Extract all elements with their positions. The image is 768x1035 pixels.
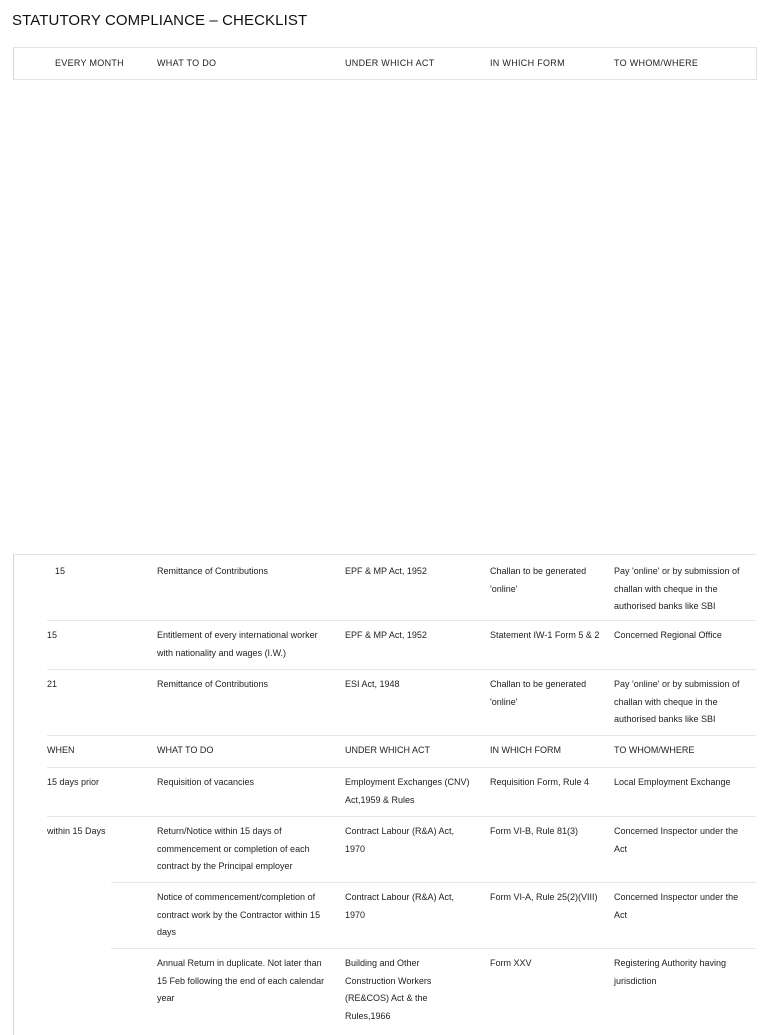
cell-what: Notice of commencement/completion of contract work by the Contractor within 15 days — [157, 892, 321, 937]
cell-what: Remittance of Contributions — [157, 566, 269, 576]
row-divider — [111, 948, 756, 949]
cell-act: EPF & MP Act, 1952 — [345, 630, 427, 640]
header-every-month: EVERY MONTH — [55, 58, 124, 68]
subheader-under-which-act: UNDER WHICH ACT — [345, 745, 430, 755]
cell-form: Form VI-A, Rule 25(2)(VIII) — [490, 892, 598, 902]
header-what-to-do: WHAT TO DO — [157, 58, 217, 68]
cell-form: Challan to be generated 'online' — [490, 679, 587, 707]
table-header-top — [13, 47, 757, 80]
cell-where: Concerned Regional Office — [614, 630, 722, 640]
cell-form: Form VI-B, Rule 81(3) — [490, 826, 579, 836]
subheader-when: WHEN — [47, 745, 75, 755]
row-divider — [47, 816, 756, 817]
cell-due: within 15 Days — [47, 826, 106, 836]
row-divider — [111, 882, 756, 883]
cell-act: EPF & MP Act, 1952 — [345, 566, 427, 576]
cell-act: Building and Other Construction Workers (RE&COS) Act & the Rules,1966 — [345, 958, 432, 1021]
cell-where: Local Employment Exchange — [614, 777, 731, 787]
cell-where: Concerned Inspector under the Act — [614, 826, 739, 854]
cell-act: Contract Labour (R&A) Act, 1970 — [345, 826, 455, 854]
cell-what: Remittance of Contributions — [157, 679, 269, 689]
cell-form: Form XXV — [490, 958, 532, 968]
cell-what: Return/Notice within 15 days of commencement or completion of each contract by the Principal employer — [157, 826, 310, 871]
cell-act: Contract Labour (R&A) Act, 1970 — [345, 892, 455, 920]
cell-where: Registering Authority having jurisdiction — [614, 958, 727, 986]
cell-what: Annual Return in duplicate. Not later than 15 Feb following the end of each calendar year — [157, 958, 325, 1003]
row-divider — [47, 735, 756, 736]
cell-due: 15 days prior — [47, 777, 100, 787]
subheader-what-to-do: WHAT TO DO — [157, 745, 214, 755]
row-divider — [47, 767, 756, 768]
header-under-which-act: UNDER WHICH ACT — [345, 58, 435, 68]
page-title: STATUTORY COMPLIANCE – CHECKLIST — [12, 12, 308, 29]
cell-form: Requisition Form, Rule 4 — [490, 777, 590, 787]
checklist-table — [13, 554, 756, 1035]
header-to-whom-where: TO WHOM/WHERE — [614, 58, 699, 68]
cell-act: Employment Exchanges (CNV) Act,1959 & Rules — [345, 777, 470, 805]
subheader-in-which-form: IN WHICH FORM — [490, 745, 561, 755]
cell-what: Requisition of vacancies — [157, 777, 255, 787]
cell-what: Entitlement of every international worker with nationality and wages (I.W.) — [157, 630, 318, 658]
cell-due: 15 — [55, 566, 66, 576]
cell-where: Pay 'online' or by submission of challan with cheque in the authorised banks like SBI — [614, 566, 740, 611]
subheader-to-whom-where: TO WHOM/WHERE — [614, 745, 695, 755]
cell-where: Pay 'online' or by submission of challan with cheque in the authorised banks like SBI — [614, 679, 740, 724]
cell-due: 21 — [47, 679, 58, 689]
cell-form: Challan to be generated 'online' — [490, 566, 587, 594]
cell-form: Statement IW-1 Form 5 & 2 — [490, 630, 600, 640]
cell-where: Concerned Inspector under the Act — [614, 892, 739, 920]
cell-act: ESI Act, 1948 — [345, 679, 400, 689]
row-divider — [47, 620, 756, 621]
header-in-which-form: IN WHICH FORM — [490, 58, 565, 68]
cell-due: 15 — [47, 630, 58, 640]
row-divider — [47, 669, 756, 670]
